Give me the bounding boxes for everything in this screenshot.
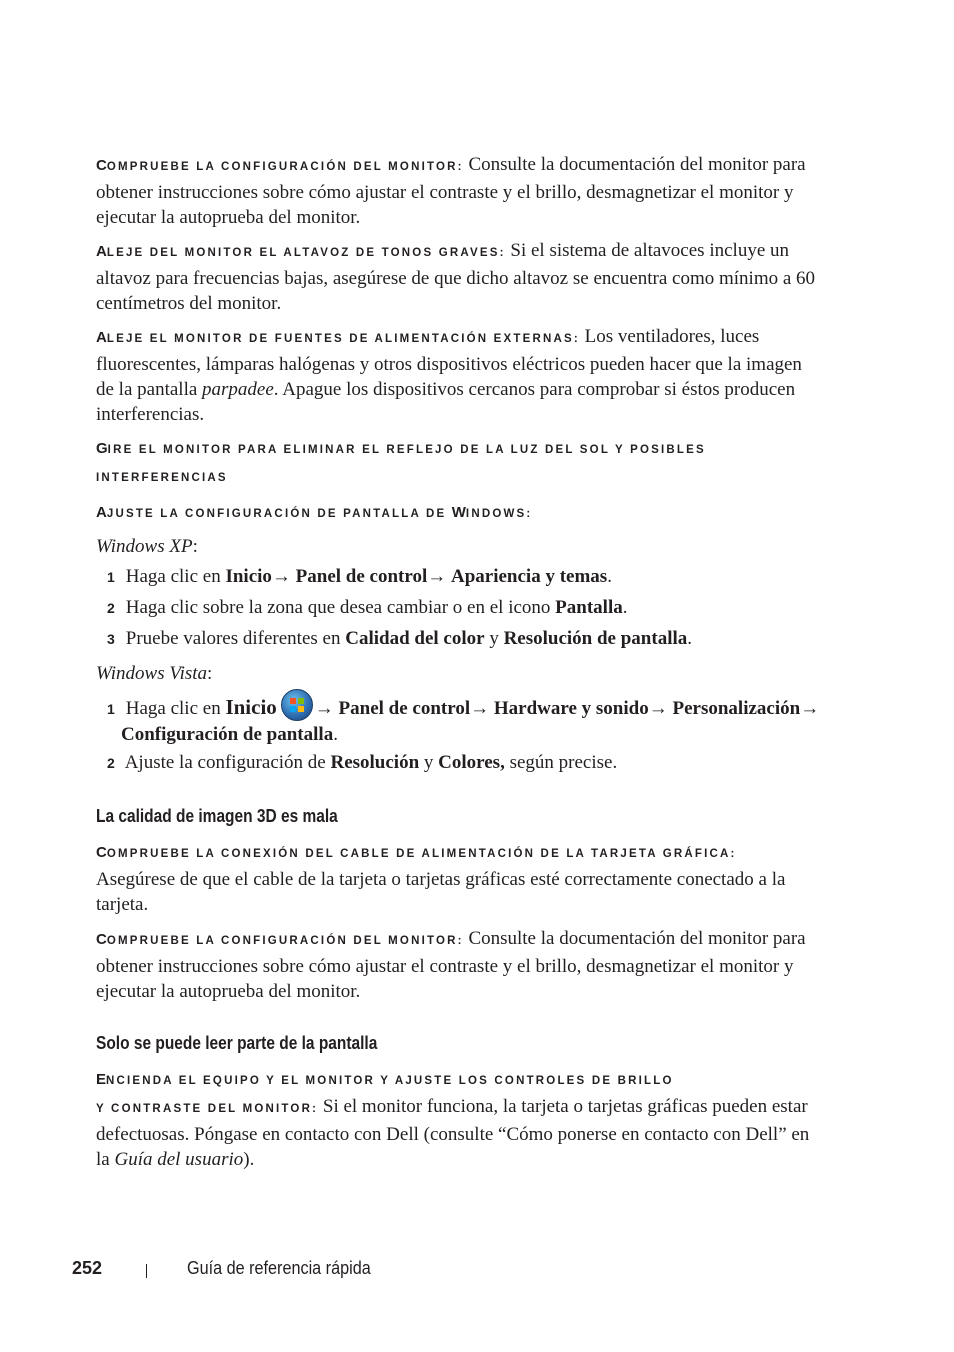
xp-step-3: 3 Pruebe valores diferentes en Calidad del color y Resolución de pantalla.: [107, 628, 693, 649]
vista-step-2: 2 Ajuste la configuración de Resolución y Colores, según precise.: [107, 752, 618, 773]
windows-vista-label: Windows Vista:: [96, 663, 213, 684]
para-turn-on-and-adjust: ENCIENDA EL EQUIPO Y EL MONITOR Y AJUSTE LOS CONTROLES DE BRILLO Y CONTRASTE DEL MONITOR: Si el monitor funciona, la tarjeta o tarjetas gráficas pueden estar defectuosas. Póngase en contacto con Dell (consulte “Cómo ponerse en contacto con Dell” en la Guía del usuario).: [96, 1071, 810, 1170]
para-rotate-monitor: GIRE EL MONITOR PARA ELIMINAR EL REFLEJO DE LA LUZ DEL SOL Y POSIBLES INTERFERENCIAS: [96, 440, 706, 484]
page-content: [96, 152, 824, 1172]
page-number: 252: [72, 1258, 103, 1278]
xp-step-2: 2 Haga clic sobre la zona que desea cambiar o en el icono Pantalla.: [107, 597, 628, 618]
para-check-monitor-settings-2: COMPRUEBE LA CONFIGURACIÓN DEL MONITOR: Consulte la documentación del monitor para obtener instrucciones sobre cómo ajustar el contraste y el brillo, desmagnetizar el monitor y ejecutar la autoprueba del monitor.: [96, 928, 806, 1002]
footer-title: Guía de referencia rápida: [187, 1258, 371, 1278]
page-footer: [0, 1257, 954, 1283]
section-heading-partial-screen: Solo se puede leer parte de la pantalla: [96, 1033, 378, 1053]
para-adjust-windows-settings: AJUSTE LA CONFIGURACIÓN DE PANTALLA DE WINDOWS:: [96, 504, 533, 521]
windows-xp-label: Windows XP:: [96, 536, 198, 557]
lead-check-power-cable: COMPRUEBE LA CONEXIÓN DEL CABLE DE ALIMENTACIÓN DE LA TARJETA GRÁFICA:: [96, 844, 737, 861]
footer-divider: [146, 1264, 147, 1278]
para-check-monitor-settings: COMPRUEBE LA CONFIGURACIÓN DEL MONITOR: Consulte la documentación del monitor para obtener instrucciones sobre cómo ajustar el contraste y el brillo, desmagnetizar el monitor y ejecutar la autoprueba del monitor.: [96, 154, 806, 228]
section-heading-3d-quality: La calidad de imagen 3D es mala: [96, 806, 338, 826]
xp-step-1: 1 Haga clic en Inicio→ Panel de control→ Apariencia y temas.: [107, 566, 612, 587]
windows-start-orb-icon: [281, 689, 313, 721]
para-move-subwoofer: ALEJE DEL MONITOR EL ALTAVOZ DE TONOS GRAVES: Si el sistema de altavoces incluye un altavoz para frecuencias bajas, asegúrese de que dicho altavoz se encuentra como mínimo a 60 centímetros del monitor.: [96, 240, 816, 314]
lead-in: ALEJE DEL MONITOR EL ALTAVOZ DE TONOS GRAVES:: [96, 243, 506, 260]
lead-in: ALEJE EL MONITOR DE FUENTES DE ALIMENTACIÓN EXTERNAS:: [96, 329, 580, 346]
vista-step-1: 1 Haga clic en Inicio → Panel de control→ Hardware y sonido→ Personalización→ Configuración de pantalla.: [96, 689, 824, 745]
para-move-power-sources: ALEJE EL MONITOR DE FUENTES DE ALIMENTACIÓN EXTERNAS: Los ventiladores, luces fluorescentes, lámparas halógenas y otros dispositivos eléctricos pueden hacer que la imagen de la pantalla parpadee. Apague los dispositivos cercanos para comprobar si éstos producen interferencias.: [96, 326, 802, 425]
para-check-power-cable: Asegúrese de que el cable de la tarjeta o tarjetas gráficas esté correctamente conectado a la tarjeta.: [96, 869, 786, 915]
lead-in: COMPRUEBE LA CONFIGURACIÓN DEL MONITOR:: [96, 157, 464, 174]
